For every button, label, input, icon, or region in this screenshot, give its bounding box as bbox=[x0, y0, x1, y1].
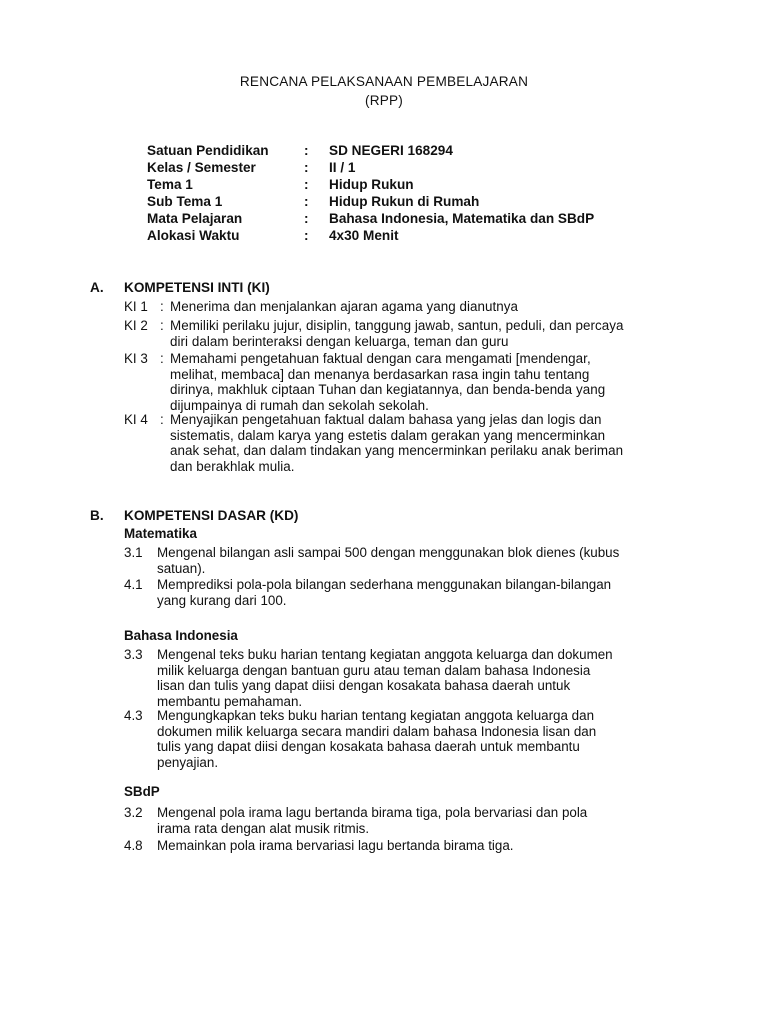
text-line: Menyajikan pengetahuan faktual dalam bahasa yang jelas dan logis dan bbox=[170, 412, 602, 427]
ki-label: KI 2 bbox=[124, 318, 148, 333]
ki-label: KI 1 bbox=[124, 299, 148, 314]
kd-text bbox=[157, 577, 675, 608]
text-line: lisan dan tulis yang dapat diisi dengan kosakata bahasa daerah untuk bbox=[157, 678, 571, 693]
info-value: Hidup Rukun bbox=[329, 177, 414, 192]
section-a-letter: A. bbox=[90, 280, 104, 295]
info-colon: : bbox=[304, 160, 309, 175]
text-line: milik keluarga dengan bantuan guru atau teman dalam bahasa Indonesia bbox=[157, 662, 591, 678]
subject-title-bahasa-indonesia: Bahasa Indonesia bbox=[124, 628, 238, 643]
text-line: dijumpainya di rumah dan sekolah sekolah. bbox=[170, 397, 429, 413]
info-label: Satuan Pendidikan bbox=[147, 143, 269, 158]
kd-number: 4.8 bbox=[124, 838, 143, 853]
text-line: sistematis, dalam karya yang estetis dalam gerakan yang mencerminkan bbox=[170, 427, 606, 443]
document-subtitle: (RPP) bbox=[364, 93, 403, 108]
text-line: Memiliki perilaku jujur, disiplin, tanggung jawab, santun, peduli, dan percaya bbox=[170, 318, 624, 333]
info-colon: : bbox=[304, 194, 309, 209]
section-b-title: KOMPETENSI DASAR (KD) bbox=[124, 508, 299, 523]
text-line: penyajian. bbox=[157, 754, 219, 770]
subject-title-sbdp: SBdP bbox=[124, 784, 160, 799]
ki-colon: : bbox=[160, 412, 164, 427]
subject-title-matematika: Matematika bbox=[124, 526, 197, 541]
kd-number: 4.3 bbox=[124, 708, 143, 723]
ki-label: KI 3 bbox=[124, 351, 148, 366]
info-label: Sub Tema 1 bbox=[147, 194, 223, 209]
ki-text bbox=[170, 299, 676, 315]
info-value: SD NEGERI 168294 bbox=[329, 143, 453, 158]
text-line: anak sehat, dan dalam tindakan yang mencerminkan perilaku anak beriman bbox=[170, 443, 624, 458]
kd-number: 3.2 bbox=[124, 805, 143, 820]
text-line: tulis yang dapat diisi dengan kosakata bahasa daerah untuk membantu bbox=[157, 739, 580, 754]
info-value: Bahasa Indonesia, Matematika dan SBdP bbox=[329, 211, 595, 226]
text-line: dokumen milik keluarga secara mandiri dalam bahasa Indonesia lisan dan bbox=[157, 723, 597, 739]
text-line: diri dalam berinteraksi dengan keluarga, teman dan guru bbox=[170, 333, 509, 349]
kd-number: 3.1 bbox=[124, 545, 143, 560]
kd-text bbox=[157, 545, 675, 576]
info-label: Kelas / Semester bbox=[147, 160, 256, 175]
ki-text bbox=[170, 318, 676, 349]
ki-text bbox=[170, 351, 676, 413]
kd-text bbox=[157, 838, 675, 854]
info-value: II / 1 bbox=[329, 160, 356, 175]
section-b-letter: B. bbox=[90, 508, 104, 523]
kd-number: 4.1 bbox=[124, 577, 143, 592]
text-line: Memahami pengetahuan faktual dengan cara mengamati [mendengar, bbox=[170, 351, 591, 366]
kd-text bbox=[157, 647, 675, 709]
text-line: membantu pemahaman. bbox=[157, 693, 303, 709]
text-line: Mengenal bilangan asli sampai 500 dengan menggunakan blok dienes (kubus bbox=[157, 545, 620, 560]
section-a-title: KOMPETENSI INTI (KI) bbox=[124, 280, 270, 295]
kd-number: 3.3 bbox=[124, 647, 143, 662]
text-line: melihat, membaca] dan menanya berdasarkan rasa ingin tahu tentang bbox=[170, 366, 590, 382]
info-colon: : bbox=[304, 177, 309, 192]
ki-colon: : bbox=[160, 299, 164, 314]
info-colon: : bbox=[304, 143, 309, 158]
text-line: Mengenal pola irama lagu bertanda birama tiga, pola bervariasi dan pola bbox=[157, 805, 588, 820]
text-line: Memprediksi pola-pola bilangan sederhana menggunakan bilangan-bilangan bbox=[157, 577, 612, 592]
info-value: 4x30 Menit bbox=[329, 228, 399, 243]
kd-text bbox=[157, 708, 675, 770]
text-line: Mengenal teks buku harian tentang kegiatan anggota keluarga dan dokumen bbox=[157, 647, 613, 662]
ki-colon: : bbox=[160, 318, 164, 333]
info-label: Mata Pelajaran bbox=[147, 211, 243, 226]
text-line: Memainkan pola irama bervariasi lagu bertanda birama tiga. bbox=[157, 838, 514, 853]
text-line: satuan). bbox=[157, 560, 206, 576]
kd-text bbox=[157, 805, 675, 836]
info-colon: : bbox=[304, 228, 309, 243]
text-line: dan berakhlak mulia. bbox=[170, 458, 295, 474]
ki-text bbox=[170, 412, 676, 474]
info-label: Tema 1 bbox=[147, 177, 193, 192]
info-value: Hidup Rukun di Rumah bbox=[329, 194, 480, 209]
text-line: irama rata dengan alat musik ritmis. bbox=[157, 820, 370, 836]
text-line: dirinya, makhluk ciptaan Tuhan dan kegiatannya, dan benda-benda yang bbox=[170, 382, 606, 397]
info-label: Alokasi Waktu bbox=[147, 228, 240, 243]
text-line: Menerima dan menjalankan ajaran agama yang dianutnya bbox=[170, 299, 519, 314]
ki-label: KI 4 bbox=[124, 412, 148, 427]
document-title: RENCANA PELAKSANAAN PEMBELAJARAN bbox=[239, 74, 529, 89]
text-line: Mengungkapkan teks buku harian tentang kegiatan anggota keluarga dan bbox=[157, 708, 595, 723]
info-colon: : bbox=[304, 211, 309, 226]
text-line: yang kurang dari 100. bbox=[157, 592, 287, 608]
ki-colon: : bbox=[160, 351, 164, 366]
